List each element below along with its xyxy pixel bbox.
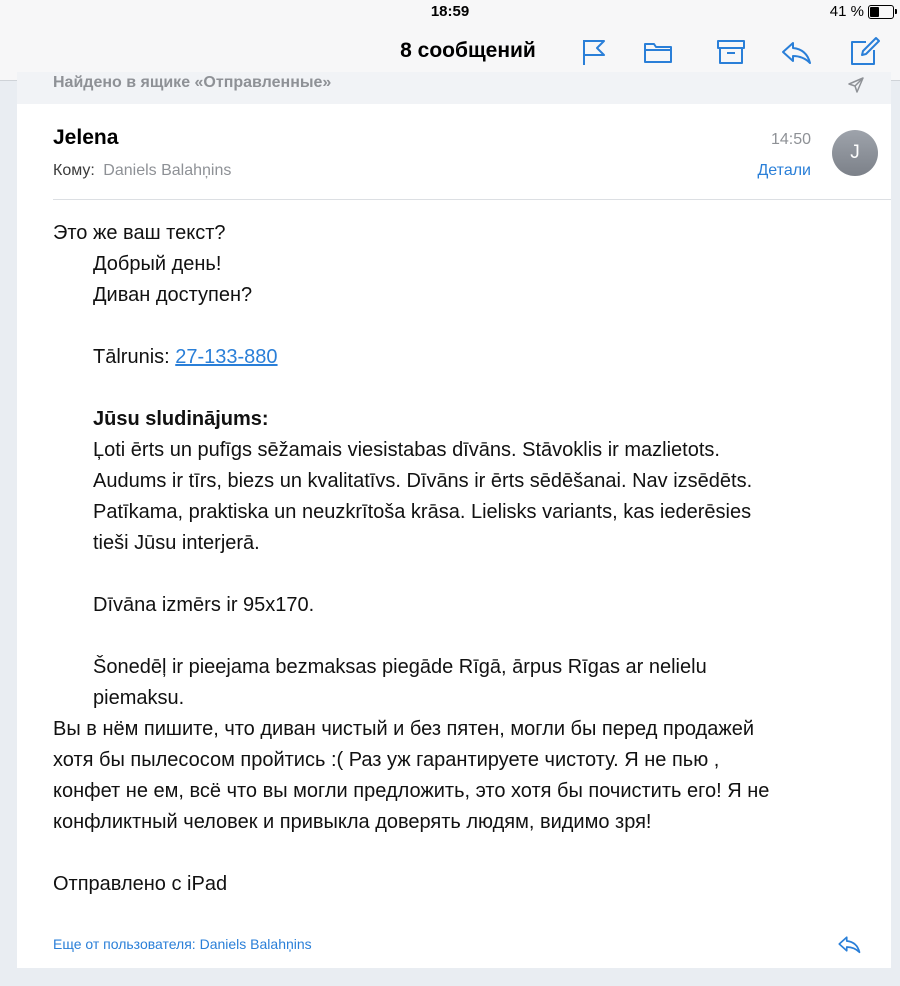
status-bar xyxy=(0,0,900,24)
sender-name: Jelena xyxy=(53,126,119,149)
battery-percentage: 41 % xyxy=(829,3,864,20)
reply-text-line: Вы в нём пишите, что диван чистый и без пятен, могли бы перед продажей xyxy=(53,718,755,740)
phone-link[interactable]: 27-133-880 xyxy=(175,346,278,368)
reply-text-line: конфликтный человек и привыкла доверять людям, видимо зря! xyxy=(53,811,652,833)
avatar[interactable]: J xyxy=(832,130,878,176)
empty-line xyxy=(53,373,853,404)
empty-line xyxy=(53,621,853,652)
battery-status xyxy=(830,3,894,20)
ad-text-line: Ļoti ērts un pufīgs sēžamais viesistabas dīvāns. Stāvoklis ir mazlietots. xyxy=(93,439,720,461)
signature: Отправлено с iPad xyxy=(53,873,228,895)
empty-line xyxy=(53,311,853,342)
status-time: 18:59 xyxy=(430,3,470,20)
phone-line xyxy=(53,342,853,373)
recipient-label: Кому: xyxy=(53,162,95,179)
reply-icon[interactable] xyxy=(780,36,812,68)
message-body xyxy=(53,218,853,900)
more-from-sender-link[interactable]: Еще от пользователя: Daniels Balahņins xyxy=(53,936,312,952)
recipient-line xyxy=(53,162,231,180)
recipient-name[interactable]: Daniels Balahņins xyxy=(103,162,232,179)
thread-title: 8 сообщений xyxy=(400,39,536,62)
phone-label: Tālrunis: xyxy=(93,346,176,368)
ad-delivery-line: piemaksu. xyxy=(93,687,185,709)
header-divider xyxy=(53,199,891,200)
folder-icon[interactable] xyxy=(642,36,674,68)
body-line: Это же ваш текст? xyxy=(53,222,226,244)
reply-text-line: хотя бы пылесосом пройтись :( Раз уж гарантируете чистоту. Я не пью , xyxy=(53,749,720,771)
empty-line xyxy=(53,838,853,869)
reply-text-line: конфет не ем, всё что вы могли предложить, это хотя бы почистить его! Я не xyxy=(53,780,770,802)
ad-text-line: Audums ir tīrs, biezs un kvalitatīvs. Dīvāns ir ērts sēdēšanai. Nav izsēdēts. xyxy=(93,470,753,492)
flag-icon[interactable] xyxy=(578,36,610,68)
ad-size-line: Dīvāna izmērs ir 95x170. xyxy=(93,594,315,616)
quoted-greeting: Добрый день! xyxy=(93,253,222,275)
details-link[interactable]: Детали xyxy=(757,162,811,179)
archive-icon[interactable] xyxy=(715,36,747,68)
message-card xyxy=(17,104,891,968)
mailbox-notice-text: Найдено в ящике «Отправленные» xyxy=(53,74,332,91)
ad-text-line: Patīkama, praktiska un neuzkrītoša krāsa. Lielisks variants, kas iederēsies xyxy=(93,501,752,523)
compose-icon[interactable] xyxy=(848,36,880,68)
message-time: 14:50 xyxy=(770,131,811,148)
ad-delivery-line: Šonedēļ ir pieejama bezmaksas piegāde Rīgā, ārpus Rīgas ar nelielu xyxy=(93,656,707,678)
quoted-question: Диван доступен? xyxy=(93,284,253,306)
ad-text-line: tieši Jūsu interjerā. xyxy=(93,532,260,554)
sent-arrow-icon xyxy=(847,76,865,94)
footer-reply-icon[interactable] xyxy=(837,932,861,956)
mailbox-notice xyxy=(17,72,891,104)
ad-heading: Jūsu sludinājums: xyxy=(93,408,269,430)
empty-line xyxy=(53,559,853,590)
battery-icon xyxy=(868,5,894,19)
